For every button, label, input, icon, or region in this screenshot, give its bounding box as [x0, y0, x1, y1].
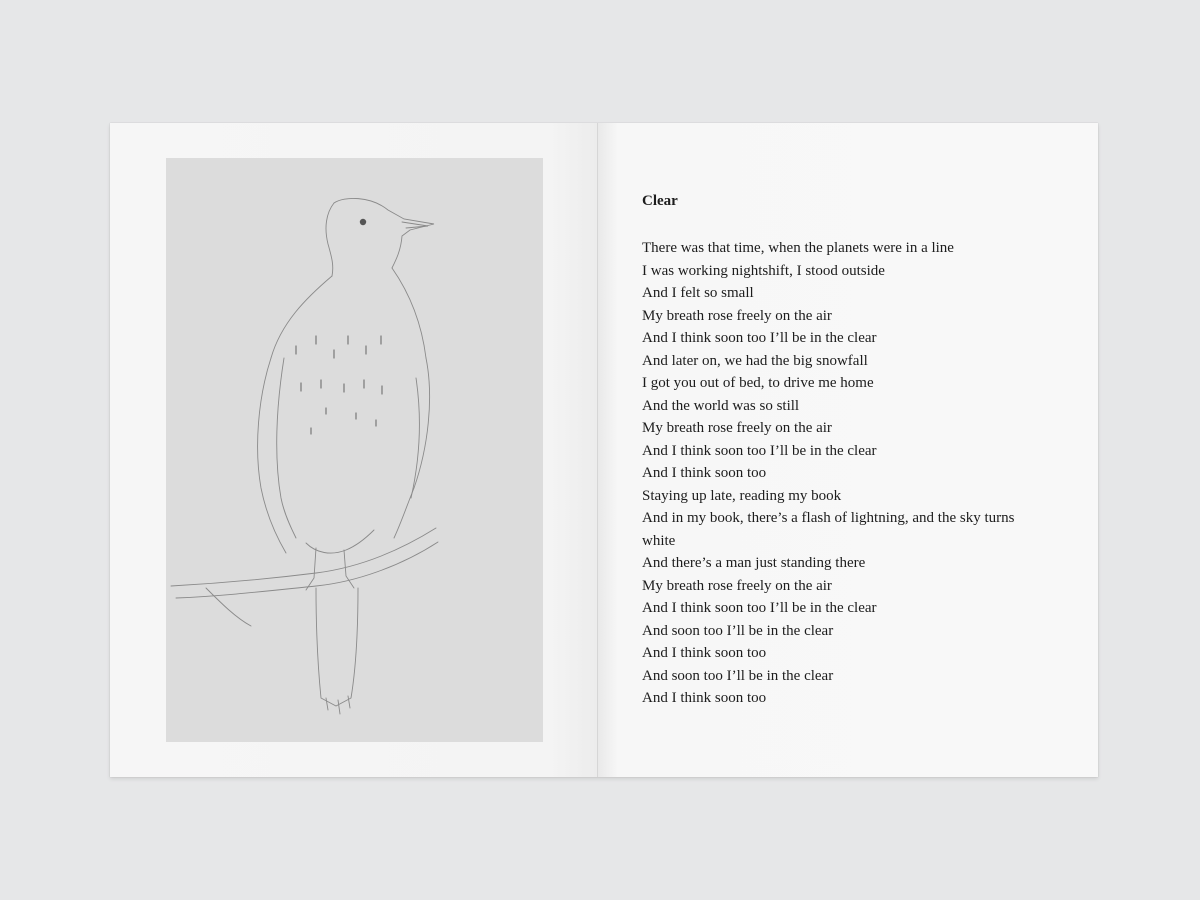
poem-title: Clear [642, 193, 678, 209]
poem-line: And I think soon too I’ll be in the clear [642, 442, 877, 459]
poem-line: Staying up late, reading my book [642, 487, 842, 504]
bird-illustration [166, 158, 543, 742]
poem-line: And later on, we had the big snowfall [642, 352, 868, 369]
poem-line: And soon too I’ll be in the clear [642, 622, 834, 639]
poem-line: And I think soon too I’ll be in the clear [642, 330, 877, 346]
poem-line: And I felt so small [642, 285, 754, 301]
poem-line: There was that time, when the planets were in a line [642, 240, 954, 256]
poem-line: I got you out of bed, to drive me home [642, 375, 874, 391]
poem-line: And in my book, there’s a flash of lightning, and the sky turns [642, 510, 1015, 526]
poem-line: And there’s a man just standing there [642, 555, 866, 571]
left-page [110, 123, 598, 777]
poem-line: And the world was so still [642, 397, 800, 414]
poem-line: My breath rose freely on the air [642, 577, 832, 594]
poem-line: And I think soon too [642, 465, 767, 481]
poem-line: And I think soon too I’ll be in the clear [642, 600, 877, 616]
poem-line: My breath rose freely on the air [642, 307, 832, 324]
bird-sketch [166, 158, 543, 742]
poem-line: And I think soon too [642, 645, 767, 661]
poem-line: And soon too I’ll be in the clear [642, 667, 834, 684]
poem-line: I was working nightshift, I stood outside [642, 262, 885, 279]
open-book [110, 123, 1098, 777]
poem-body [642, 237, 1042, 710]
poem-line: My breath rose freely on the air [642, 420, 832, 436]
poem-line: white [642, 532, 676, 549]
poem-line: And I think soon too [642, 690, 767, 706]
